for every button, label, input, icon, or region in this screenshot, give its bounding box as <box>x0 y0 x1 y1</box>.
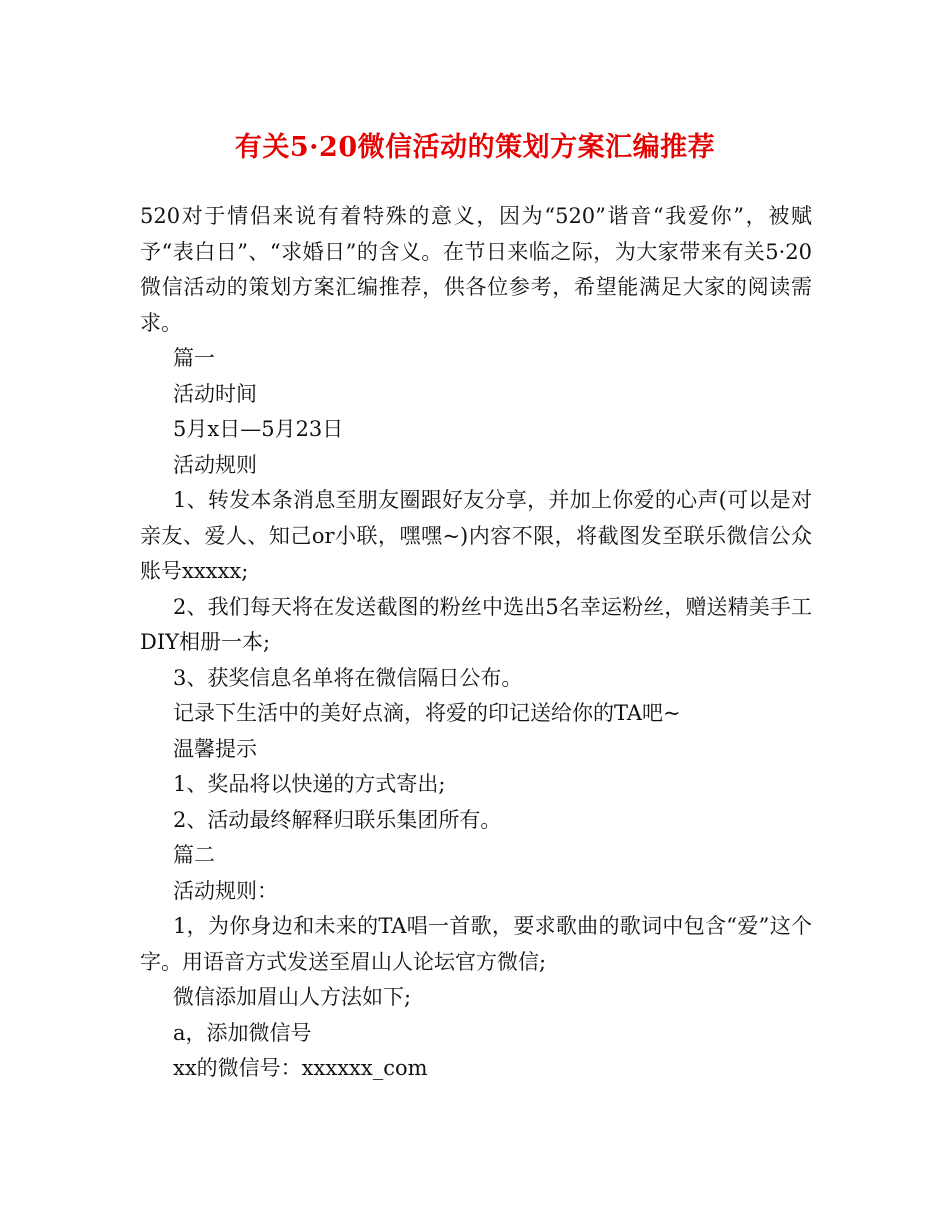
section-heading-part-two: 篇二 <box>173 843 215 867</box>
subheading-activity-rules: 活动规则 <box>173 452 257 477</box>
subheading-activity-time: 活动时间 <box>173 381 257 406</box>
document-title: 有关5·20微信活动的策划方案汇编推荐 <box>234 132 716 163</box>
tip-item-1: 1、奖品将以快递的方式寄出; <box>173 772 446 796</box>
wechat-id-line: xx的微信号：xxxxxx_com <box>173 1056 428 1080</box>
subheading-tips: 温馨提示 <box>173 736 257 761</box>
activity-date-range: 5月x日—5月23日 <box>173 417 344 441</box>
rule-two-item-1: 1，为你身边和未来的TA唱一首歌，要求歌曲的歌词中包含“爱”这个字。用语音方式发送至眉山人论坛官方微信; <box>140 914 812 974</box>
rule-item-1: 1、转发本条消息至朋友圈跟好友分享，并加上你爱的心声(可以是对亲友、爱人、知己or小联，嘿嘿~)内容不限，将截图发至联乐微信公众账号xxxxx; <box>140 488 812 583</box>
rule-item-3: 3、获奖信息名单将在微信隔日公布。 <box>173 665 523 690</box>
document-body <box>140 199 812 1087</box>
section-heading-part-one: 篇一 <box>173 346 215 370</box>
intro-paragraph: 520对于情侣来说有着特殊的意义，因为“520”谐音“我爱你”，被赋予“表白日”、“求婚日”的含义。在节日来临之际，为大家带来有关5·20微信活动的策划方案汇编推荐，供各位参考，希望能满足大家的阅读需求。 <box>140 204 812 335</box>
subheading-activity-rules-two: 活动规则： <box>173 878 278 903</box>
rule-item-2: 2、我们每天将在发送截图的粉丝中选出5名幸运粉丝，赠送精美手工DIY相册一本; <box>140 594 812 654</box>
wechat-add-method: 微信添加眉山人方法如下; <box>173 985 412 1009</box>
tip-item-2: 2、活动最终解释归联乐集团所有。 <box>173 807 502 832</box>
wechat-step-a: a，添加微信号 <box>173 1020 312 1045</box>
closing-sentence: 记录下生活中的美好点滴，将爱的印记送给你的TA吧~ <box>173 701 681 725</box>
